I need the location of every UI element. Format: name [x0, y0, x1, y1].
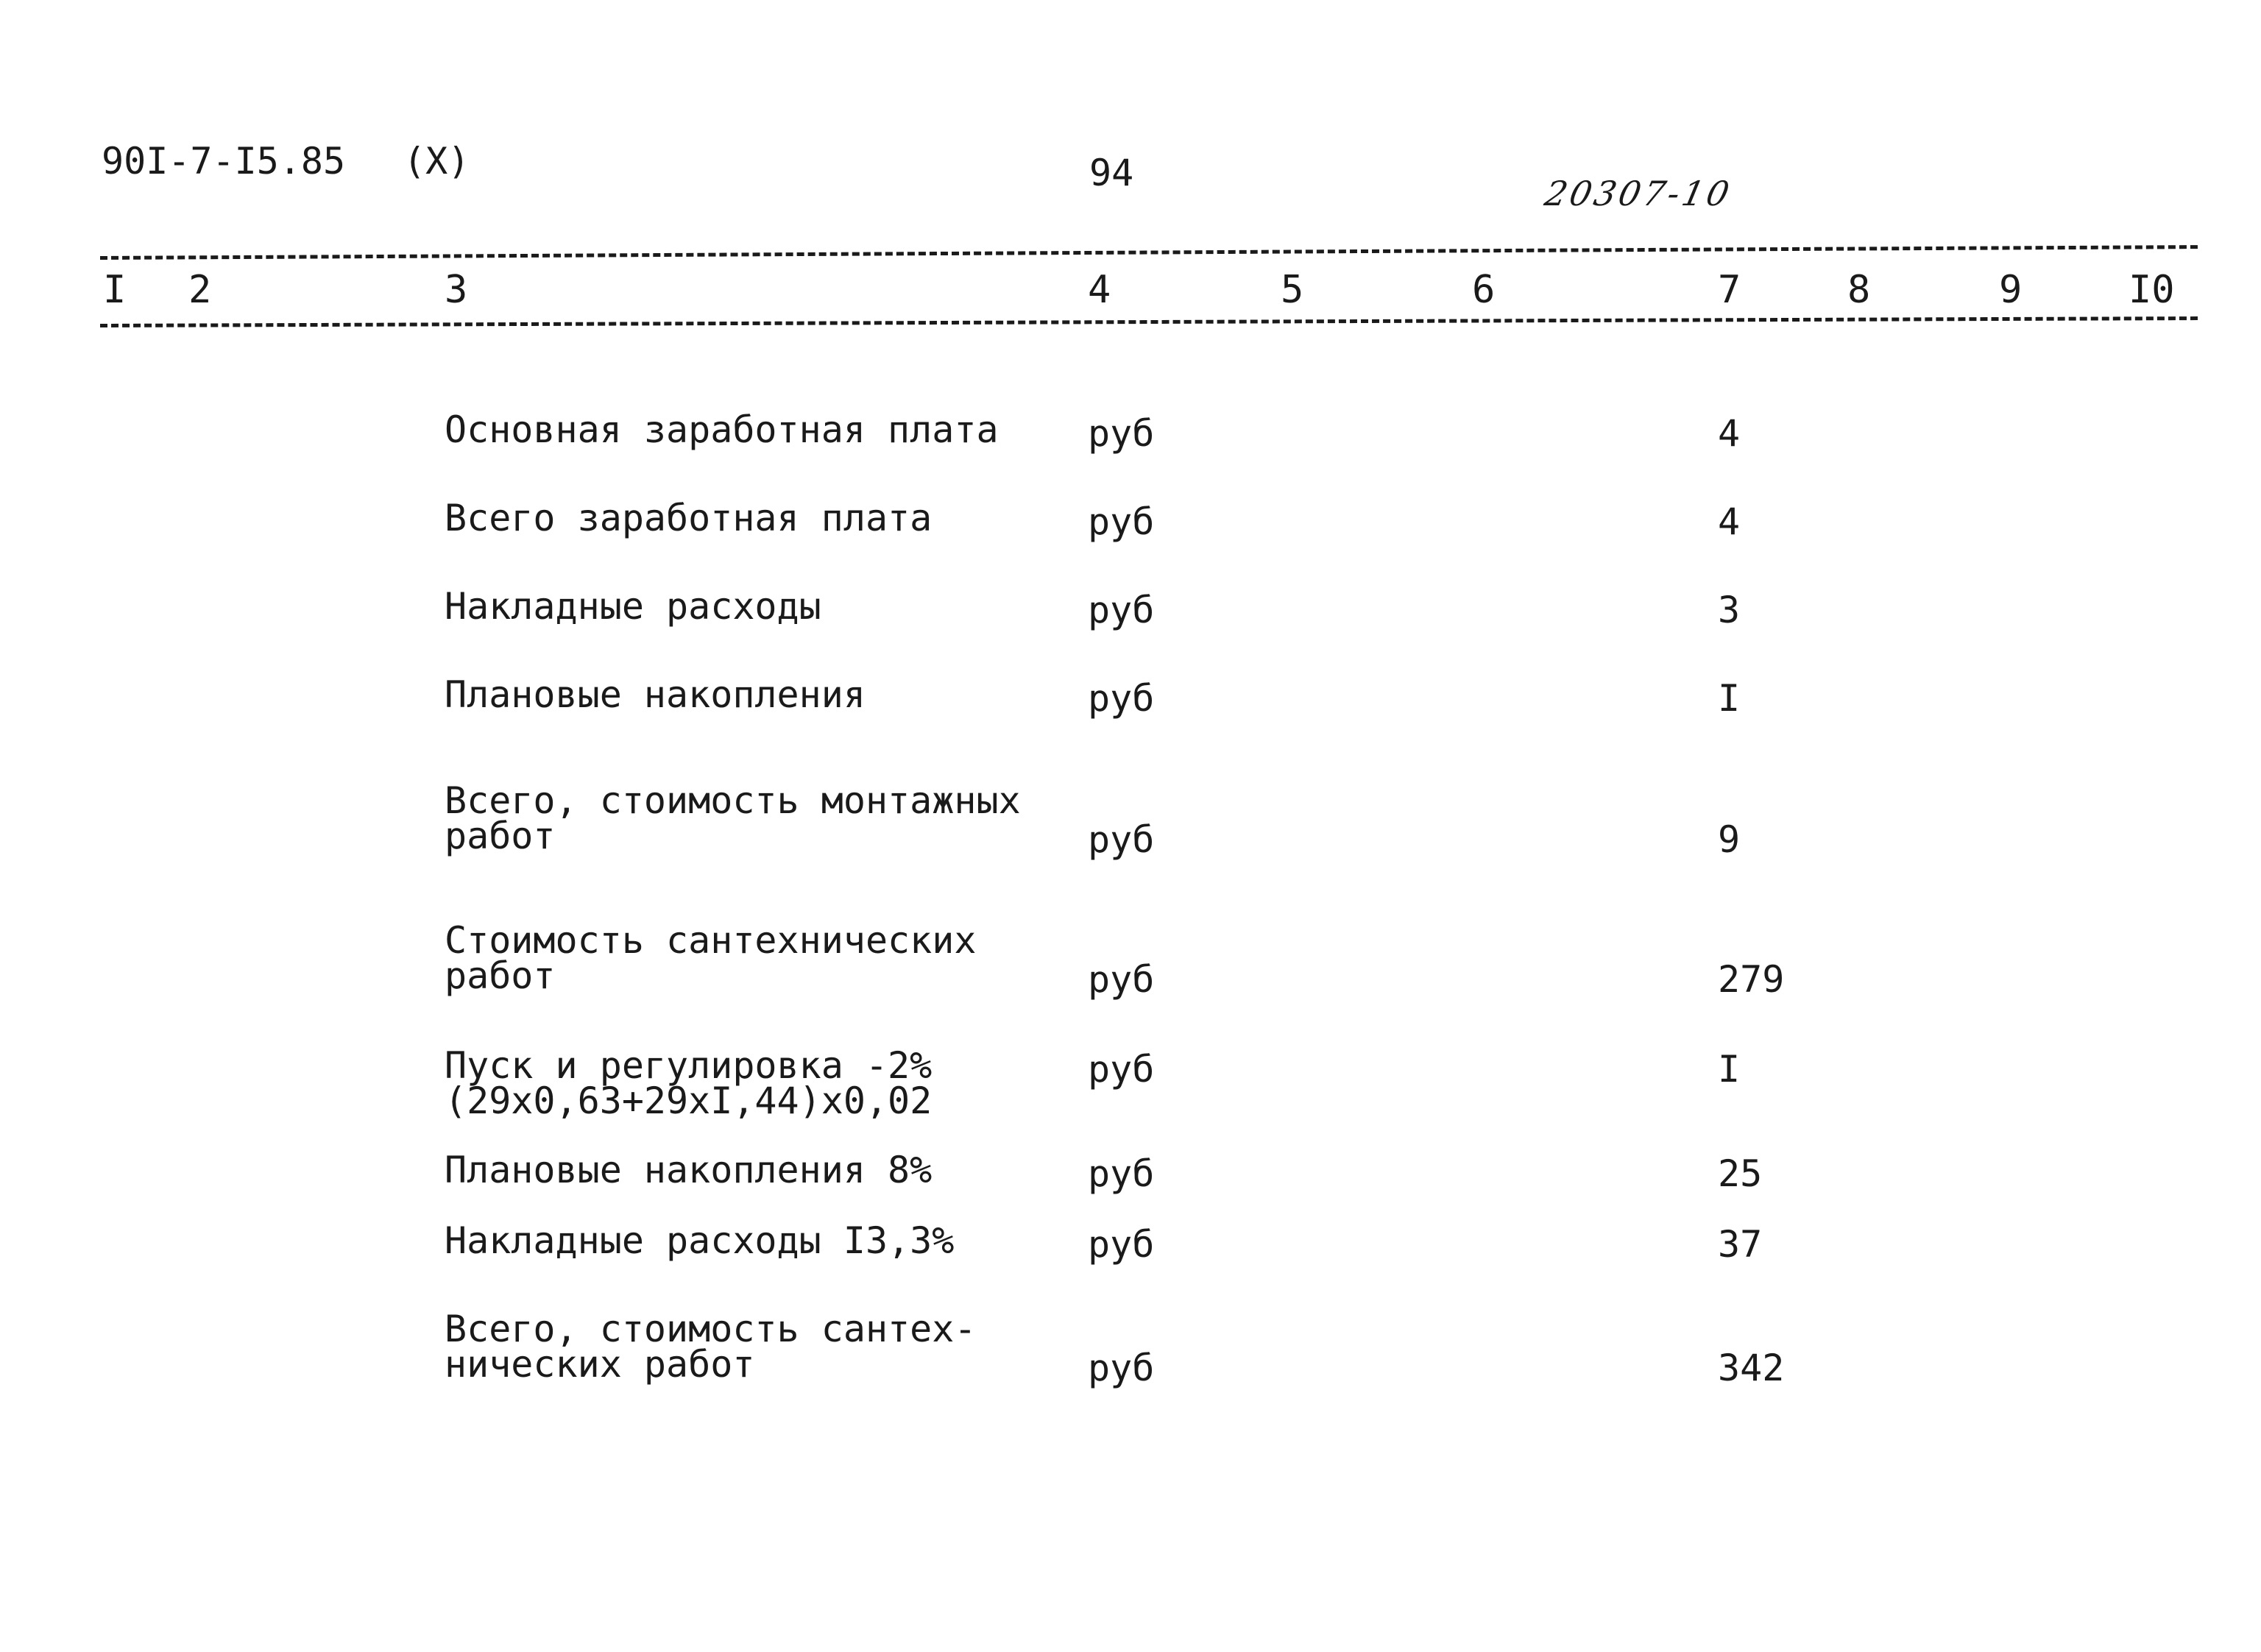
- row-value: 37: [1718, 1223, 1763, 1266]
- column-number-10: I0: [2129, 268, 2175, 312]
- row-value: 25: [1718, 1152, 1763, 1195]
- row-unit: руб: [1088, 500, 1155, 543]
- column-number-7: 7: [1718, 268, 1741, 312]
- row-value: 342: [1718, 1347, 1785, 1389]
- column-header-bottom-rule: [100, 316, 2198, 327]
- row-value: I: [1718, 677, 1741, 720]
- row-label: Накладные расходы I3,3%: [445, 1219, 955, 1262]
- row-unit: руб: [1088, 1347, 1155, 1389]
- row-value: 4: [1718, 500, 1741, 543]
- row-label: Основная заработная плата: [445, 408, 999, 451]
- column-number-5: 5: [1281, 268, 1304, 312]
- column-number-4: 4: [1088, 268, 1111, 312]
- row-value: 4: [1718, 412, 1741, 455]
- column-number-6: 6: [1472, 268, 1496, 312]
- page-number: 94: [1089, 152, 1134, 194]
- column-number-9: 9: [1999, 268, 2023, 312]
- document-mark: (X): [403, 140, 470, 182]
- row-unit: руб: [1088, 958, 1155, 1001]
- row-value: 279: [1718, 958, 1785, 1001]
- document-code: 90I-7-I5.85: [102, 140, 346, 182]
- row-label: Всего заработная плата: [445, 497, 933, 539]
- row-label: Стоимость сантехнических работ: [445, 919, 977, 997]
- row-label: Плановые накопления: [445, 673, 866, 716]
- column-number-3: 3: [445, 268, 468, 312]
- row-value: I: [1718, 1048, 1741, 1091]
- handwritten-note: 20307-10: [1541, 174, 1736, 213]
- row-value: 3: [1718, 589, 1741, 631]
- row-label: Накладные расходы: [445, 585, 821, 628]
- column-number-2: 2: [188, 268, 212, 312]
- column-number-1: I: [103, 268, 127, 312]
- row-unit: руб: [1088, 677, 1155, 720]
- row-unit: руб: [1088, 1152, 1155, 1195]
- row-label: Всего, стоимость сантех- нических работ: [445, 1308, 977, 1386]
- row-label: Всего, стоимость монтажных работ: [445, 779, 1021, 857]
- row-unit: руб: [1088, 1048, 1155, 1091]
- row-unit: руб: [1088, 589, 1155, 631]
- row-unit: руб: [1088, 818, 1155, 861]
- row-unit: руб: [1088, 412, 1155, 455]
- row-unit: руб: [1088, 1223, 1155, 1266]
- row-label: Пуск и регулировка -2% (29x0,63+29xI,44)x0,02: [445, 1044, 933, 1122]
- row-value: 9: [1718, 818, 1741, 861]
- column-header-top-rule: [100, 245, 2198, 260]
- column-number-8: 8: [1847, 268, 1871, 312]
- row-label: Плановые накопления 8%: [445, 1149, 933, 1191]
